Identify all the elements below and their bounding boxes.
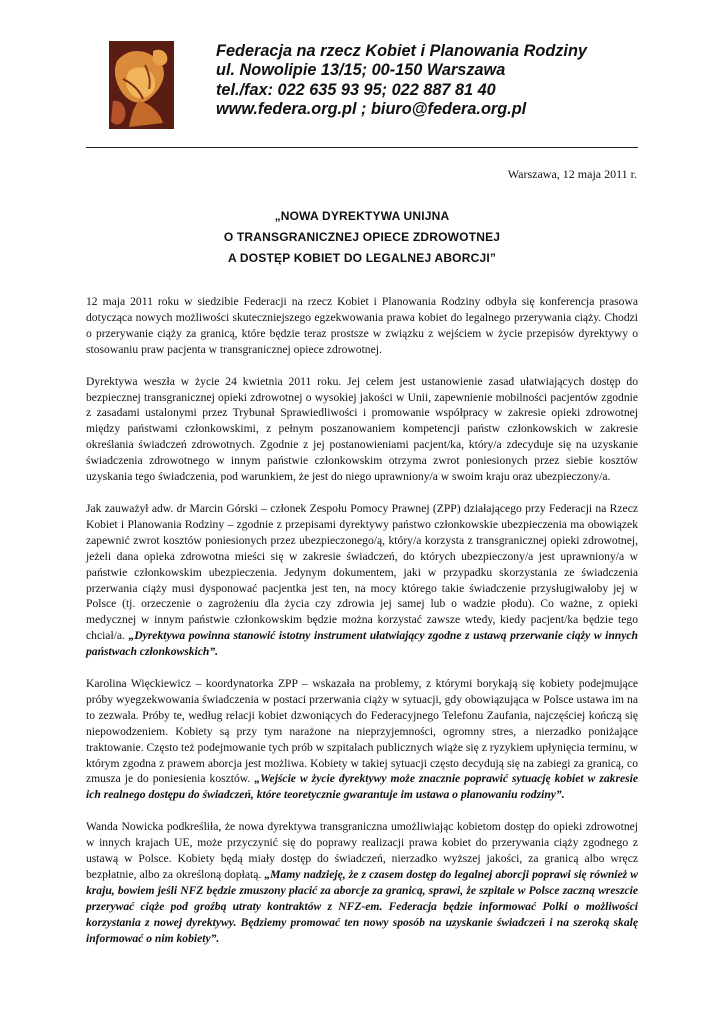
document-date: Warszawa, 12 maja 2011 r. [507, 167, 637, 181]
paragraph-5-text: Wanda Nowicka podkreśliła, że nowa dyrektywa transgraniczna umożliwiając kobietom dostęp do opieki zdrowotnej w innych krajach UE, może przyczynić się do poprawy realizacji prawa kobiet do przerywania ciąży zgodnego z ustawą w Polsce. Kobiety będą miały dostęp do świadczeń, nierzadko wyższej jakości, za granicą albo wręcz bezpłatnie, albo za określoną dopłatą. [86, 820, 638, 881]
paragraph-3-quote: „Dyrektywa powinna stanowić istotny instrument ułatwiający zgodne z ustawą przerwanie ciąży w innych państwach członkowskich”. [86, 629, 638, 659]
organization-address: ul. Nowolipie 13/15; 00-150 Warszawa [216, 61, 506, 80]
title-line-3: A DOSTĘP KOBIET DO LEGALNEJ ABORCJI” [227, 251, 497, 265]
header-divider [86, 147, 638, 148]
document-title [86, 206, 638, 269]
title-line-2: O TRANSGRANICZNEJ OPIECE ZDROWOTNEJ [223, 230, 501, 244]
logo-artwork [109, 41, 174, 129]
organization-header [216, 42, 686, 120]
paragraph-4 [86, 676, 638, 803]
paragraph-4-quote: „Wejście w życie dyrektywy może znacznie poprawić sytuację kobiet w zakresie ich realnego dostępu do świadczeń, które teoretycznie gwarantuje im ustawa o planowaniu rodziny”. [86, 772, 638, 802]
figure-artwork-logo [109, 41, 174, 129]
organization-name: Federacja na rzecz Kobiet i Planowania Rodziny [216, 42, 587, 60]
paragraph-2 [86, 374, 638, 485]
title-line-1: „NOWA DYREKTYWA UNIJNA [274, 209, 450, 223]
paragraph-4-text: Karolina Więckiewicz – koordynatorka ZPP – wskazała na problemy, z którymi borykają się kobiety podejmujące próby wyegzekwowania świadczenia w postaci przerwania ciąży w sytuacji, gdy obowiązująca w Polsce ustawa im na to zezwala. Próby te, według relacji kobiet dzwoniących do Federacyjnego Telefonu Zaufania, najczęściej kończą się niepowodzeniem. Kobiety są przy tym narażone na nieprzyjemności, ogromny stres, a nierzadko poniżające traktowanie. Często też podejmowanie tych prób w szpitalach publicznych wiąże się z ryzykiem upłynięcia terminu, w którym zgodna z prawem aborcja jest możliwa. Kobiety w takiej sytuacji często decydują się na zabiegi za granicą, co zmusza je do poniesienia kosztów. [86, 677, 638, 786]
paragraph-1 [86, 294, 638, 358]
organization-web-email: www.federa.org.pl ; biuro@federa.org.pl [216, 100, 527, 119]
paragraph-5 [86, 819, 638, 946]
organization-phone: tel./fax: 022 635 93 95; 022 887 81 40 [216, 80, 496, 99]
paragraph-2-text: Dyrektywa weszła w życie 24 kwietnia 2011 roku. Jej celem jest ustanowienie zasad ułatwiających dostęp do bezpiecznej transgranicznej opieki zdrowotnej o wysokiej jakości w Unii, zapewnienie mobilności pacjentów zgodnie z zasadami ustalonymi przez Trybunał Sprawiedliwości i promowanie współpracy w zakresie opieki zdrowotnej między państwami członkowskimi, z pełnym poszanowaniem kompetencji państw członkowskich w zakresie określania świadczeń zdrowotnych. Zgodnie z jej postanowieniami pacjent/ka, który/a zdecyduje się na uzyskanie świadczenia zdrowotnego w innym państwie członkowskim otrzyma zwrot poniesionych przez siebie kosztów uzyskania tego świadczenia, pod warunkiem, że jest do niego uprawniony/a w swoim kraju oraz ubezpieczony/a. [86, 374, 638, 484]
paragraph-3-text: Jak zauważył adw. dr Marcin Górski – członek Zespołu Pomocy Prawnej (ZPP) działającego przy Federacji na Rzecz Kobiet i Planowania Rodziny – zgodnie z przepisami dyrektywy państwo członkowskie ubezpieczenia ma obowiązek zapewnić zwrot kosztów poniesionych przez ubezpieczonego/ą, który/a korzysta z transgranicznej opieki zdrowotnej, jeżeli dana opieka zdrowotna mieści się w zakresie świadczeń, do których ubezpieczony/a jest uprawniony/a w państwie członkowskim ubezpieczenia. Jedynym dokumentem, jaki w przypadku skorzystania ze świadczenia przerwania ciąży musi dysponować pacjentka jest ten, na mocy którego takie świadczenie przysługiwałoby jej w Polsce (tj. orzeczenie o zagrożeniu dla życia czy zdrowia jej samej lub o wadzie płodu). Co ważne, z opieki medycznej w innym państwie członkowskim będzie można korzystać zawsze wtedy, kiedy pacjent/ka będzie tego chciał/a. [86, 501, 638, 643]
document-body [86, 294, 638, 963]
paragraph-1-text: 12 maja 2011 roku w siedzibie Federacji na rzecz Kobiet i Planowania Rodziny odbyła się konferencja prasowa dotycząca nowych możliwości skuteczniejszego egzekwowania prawa kobiet do legalnego przerywania ciąży. Chodzi o przerywanie ciąży za granicą, które będzie teraz prostsze w związku z wejściem w życie przepisów dyrektywy o stosowaniu praw pacjenta w transgranicznej opiece zdrowotnej. [86, 295, 638, 356]
paragraph-3 [86, 501, 638, 660]
paragraph-5-quote: „Mamy nadzieję, że z czasem dostęp do legalnej aborcji poprawi się również w kraju, bowiem jeśli NFZ będzie zmuszony płacić za aborcje za granicą, sprawi, że szpitale w Polsce zaczną wreszcie przerywać ciąże pod groźbą utraty kontraktów z NFZ-em. Federacja będzie informować Polki o możliwości korzystania z nowej dyrektywy. Będziemy promować ten nowy sposób na uzyskanie świadczeń i na szeroką skalę informować o nim kobiety”. [86, 868, 638, 945]
